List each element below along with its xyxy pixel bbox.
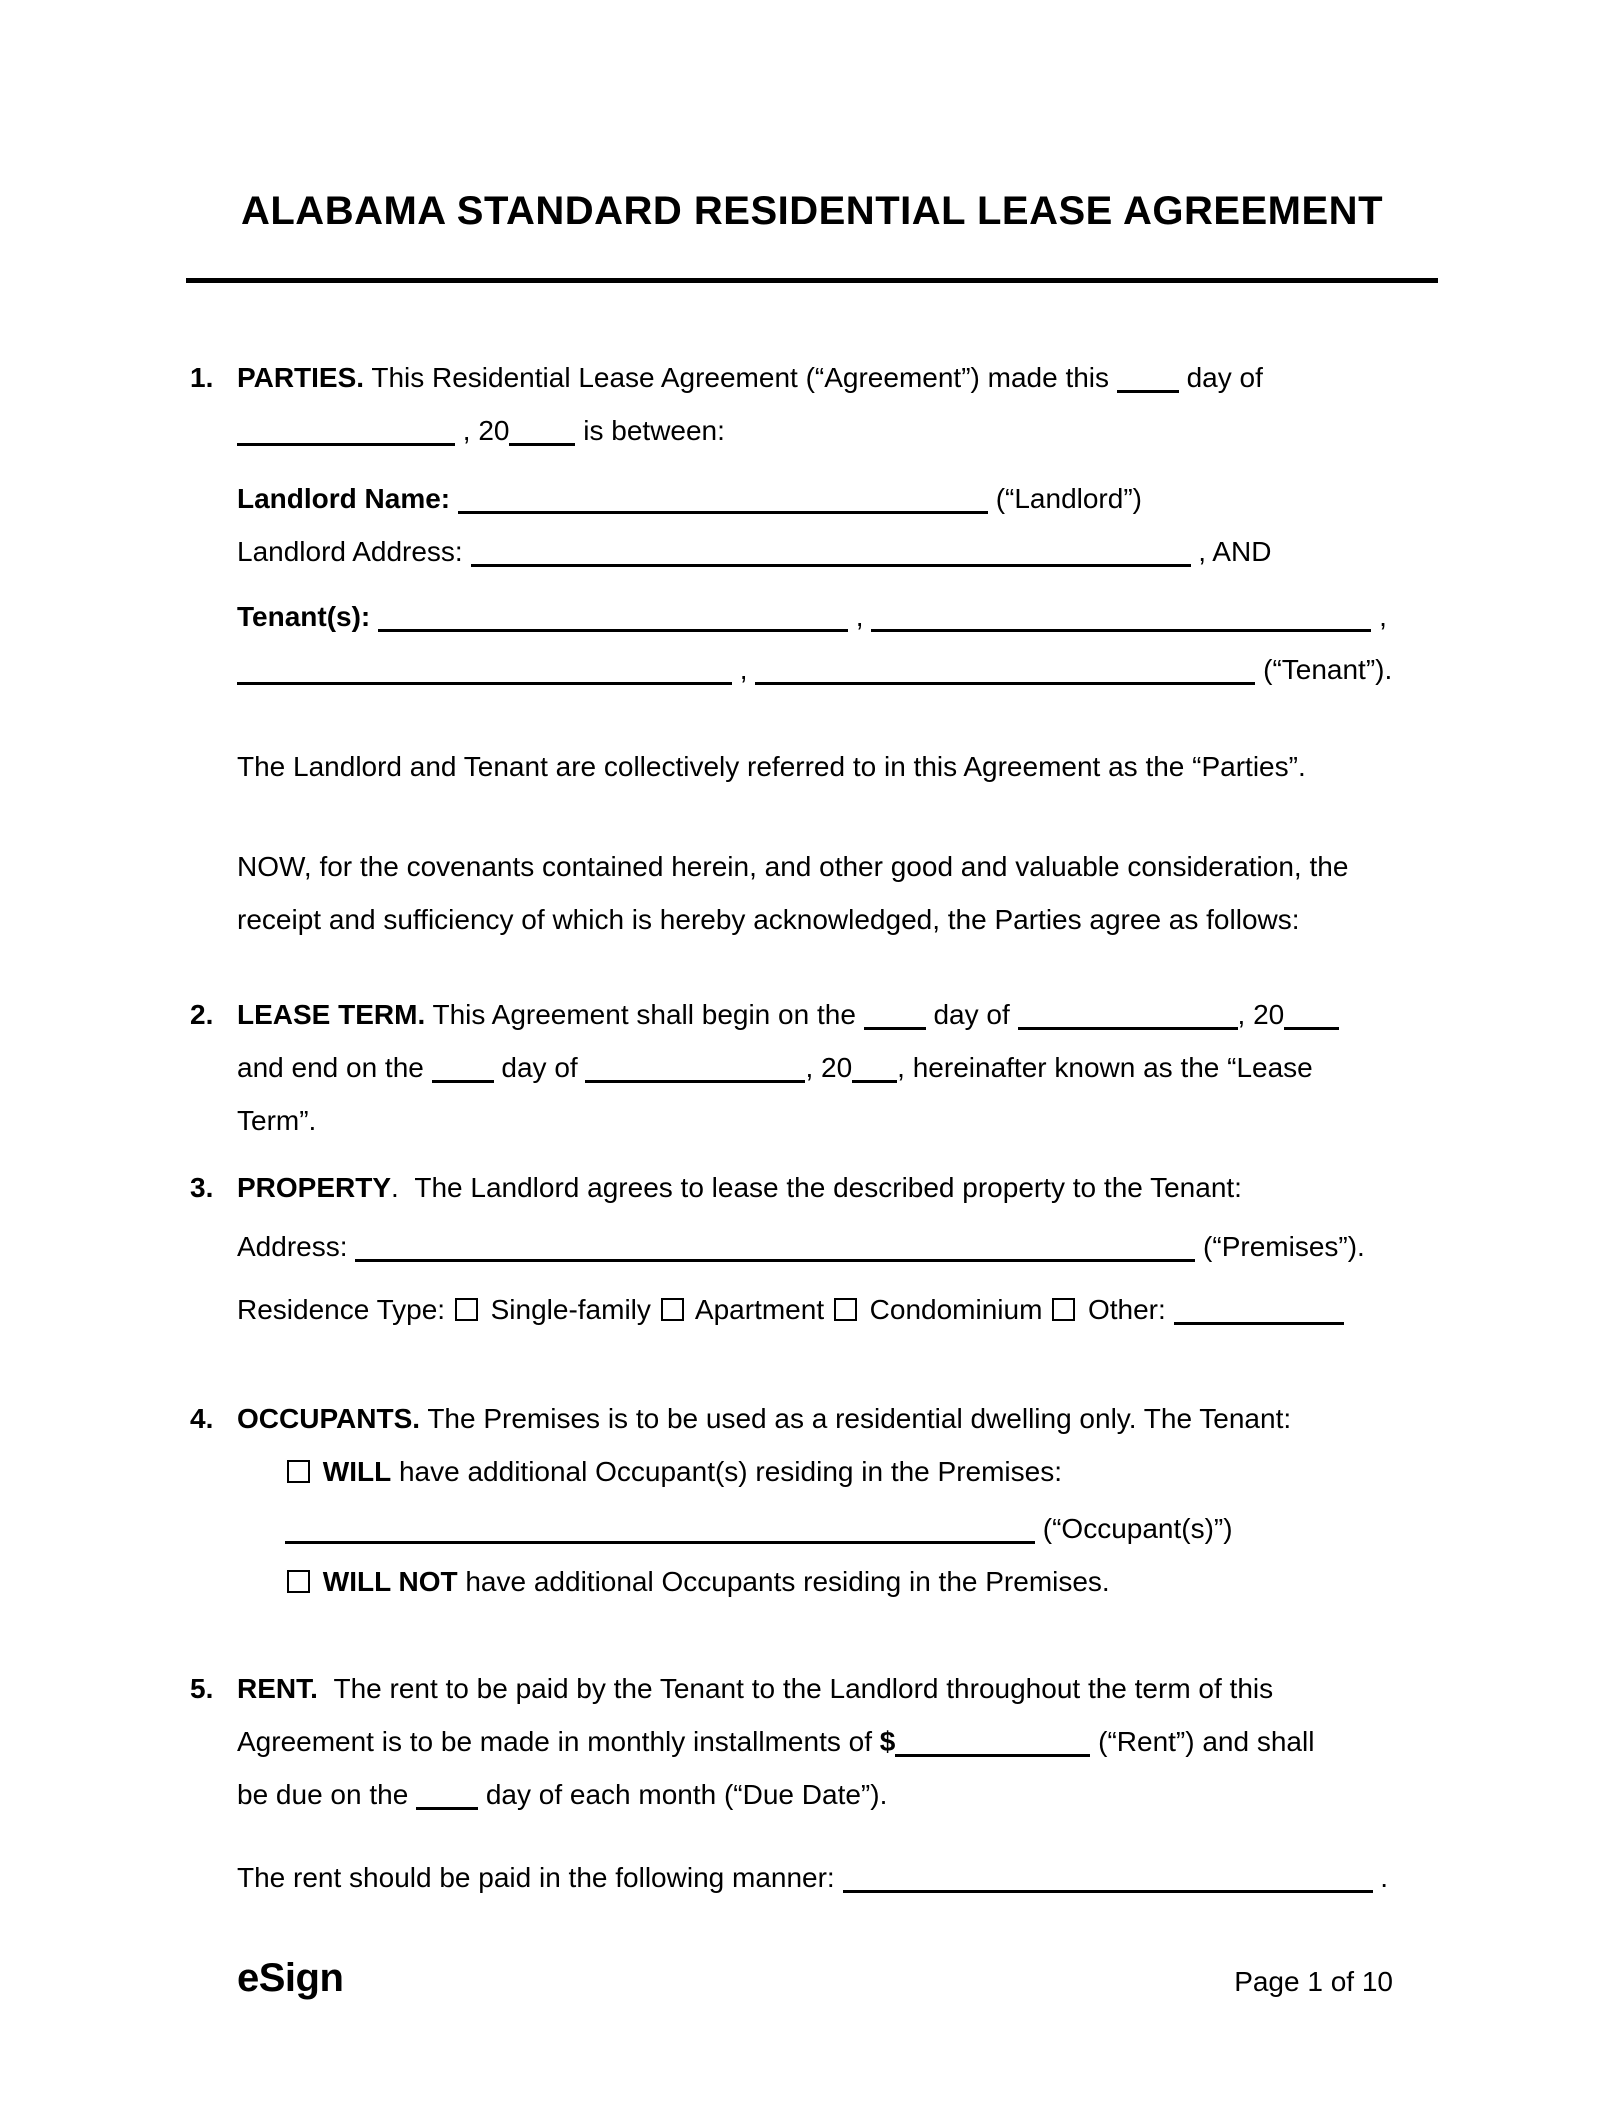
text: be due on the: [237, 1779, 417, 1810]
checkbox[interactable]: [1052, 1298, 1075, 1321]
text: ,: [1371, 601, 1387, 632]
checkbox[interactable]: [287, 1570, 310, 1593]
form-line: [237, 1283, 1474, 1336]
bold-text: PARTIES.: [237, 362, 365, 393]
bold-text: RENT.: [237, 1673, 318, 1704]
text: NOW, for the covenants contained herein, and other good and valuable consideration, the: [237, 851, 1349, 882]
bold-text: Landlord Name:: [237, 483, 458, 514]
text: Condominium: [861, 1294, 1051, 1325]
text: , 20: [1237, 999, 1285, 1030]
text: Agreement is to be made in monthly installments of: [237, 1726, 880, 1757]
spacer: [190, 1147, 1474, 1161]
text: ,: [732, 654, 756, 685]
text: day of: [493, 1052, 586, 1083]
blank-field[interactable]: [1284, 1020, 1339, 1030]
bold-text: LEASE TERM.: [237, 999, 426, 1030]
page-footer: [237, 1956, 1393, 2001]
spacer: [190, 578, 1474, 590]
text: Single-family: [482, 1294, 659, 1325]
text: , AND: [1190, 536, 1272, 567]
section-number: 1.: [190, 362, 214, 393]
esign-logo: eSign: [237, 1956, 344, 2000]
checkbox[interactable]: [834, 1298, 857, 1321]
blank-field[interactable]: [509, 436, 575, 446]
blank-field[interactable]: [852, 1073, 897, 1083]
spacer: [190, 457, 1474, 472]
spacer: [190, 1336, 1474, 1392]
text: day of: [1178, 362, 1263, 393]
form-line: [237, 643, 1474, 696]
text: day of each month (“Due Date”).: [478, 1779, 888, 1810]
spacer: [190, 1821, 1474, 1851]
form-line: [237, 1555, 1474, 1608]
blank-field[interactable]: [1174, 1315, 1344, 1325]
blank-field[interactable]: [355, 1252, 1195, 1262]
form-line: [237, 472, 1474, 525]
blank-field[interactable]: [895, 1747, 1090, 1757]
section-line: [190, 1161, 1474, 1214]
spacer: [190, 696, 1474, 740]
page-title: ALABAMA STANDARD RESIDENTIAL LEASE AGREEMENT: [240, 189, 1384, 233]
form-line: [237, 840, 1474, 893]
text: This Residential Lease Agreement (“Agreement”) made this: [364, 362, 1117, 393]
bold-text: PROPERTY: [237, 1172, 392, 1203]
blank-field[interactable]: [1117, 383, 1179, 393]
text: The Premises is to be used as a residential dwelling only. The Tenant:: [420, 1403, 1292, 1434]
text: This Agreement shall begin on the: [425, 999, 864, 1030]
checkbox[interactable]: [661, 1298, 684, 1321]
text: Other:: [1080, 1294, 1174, 1325]
blank-field[interactable]: [378, 622, 848, 632]
text: (“Landlord”): [987, 483, 1142, 514]
blank-field[interactable]: [1018, 1020, 1238, 1030]
form-line: [237, 893, 1474, 946]
checkbox[interactable]: [287, 1460, 310, 1483]
form-line: [237, 404, 1474, 457]
form-line: [237, 1445, 1474, 1498]
text: .: [1372, 1862, 1389, 1893]
bold-text: WILL NOT: [322, 1566, 458, 1597]
section-number: 5.: [190, 1673, 214, 1704]
text: The Landlord and Tenant are collectively referred to in this Agreement as the “Parties”.: [237, 751, 1306, 782]
text: and end on the: [237, 1052, 432, 1083]
section-line: [190, 1392, 1474, 1445]
spacer: [190, 1608, 1474, 1662]
checkbox[interactable]: [455, 1298, 478, 1321]
bold-text: WILL: [322, 1456, 392, 1487]
title-divider: [186, 278, 1438, 283]
section-line: [190, 988, 1474, 1041]
form-line: [237, 1502, 1474, 1555]
text: , 20: [805, 1052, 853, 1083]
blank-field[interactable]: [237, 675, 732, 685]
text: have additional Occupants residing in the Premises.: [457, 1566, 1110, 1597]
form-line: [237, 1041, 1474, 1094]
form-line: [237, 1094, 1474, 1147]
blank-field[interactable]: [432, 1073, 494, 1083]
text: (“Occupant(s)”): [1035, 1513, 1233, 1544]
section-number: 3.: [190, 1172, 214, 1203]
section-number: 4.: [190, 1403, 214, 1434]
text: receipt and sufficiency of which is hereby acknowledged, the Parties agree as follows:: [237, 904, 1300, 935]
text: Residence Type:: [237, 1294, 453, 1325]
spacer: [190, 793, 1474, 840]
text: The rent to be paid by the Tenant to the Landlord throughout the term of this: [317, 1673, 1274, 1704]
text: , hereinafter known as the “Lease: [897, 1052, 1313, 1083]
text: Address:: [237, 1231, 356, 1262]
form-line: [237, 590, 1474, 643]
bold-text: OCCUPANTS.: [237, 1403, 421, 1434]
blank-field[interactable]: [285, 1534, 1035, 1544]
blank-field[interactable]: [755, 675, 1255, 685]
text: (“Tenant”).: [1255, 654, 1393, 685]
text: , 20: [455, 415, 510, 446]
blank-field[interactable]: [843, 1883, 1373, 1893]
text: (“Rent”) and shall: [1090, 1726, 1315, 1757]
text: The rent should be paid in the following manner:: [237, 1862, 843, 1893]
bold-text: $: [879, 1726, 896, 1757]
text: Apartment: [688, 1294, 832, 1325]
page-number: Page 1 of 10: [1234, 1966, 1393, 1997]
blank-field[interactable]: [864, 1020, 926, 1030]
spacer: [190, 1273, 1474, 1283]
form-line: [237, 1851, 1474, 1904]
text: . The Landlord agrees to lease the described property to the Tenant:: [391, 1172, 1242, 1203]
text: [315, 1456, 323, 1487]
blank-field[interactable]: [237, 436, 455, 446]
text: Term”.: [237, 1105, 317, 1136]
text: day of: [925, 999, 1018, 1030]
blank-field[interactable]: [416, 1800, 478, 1810]
form-line: [237, 1715, 1474, 1768]
text: ,: [848, 601, 872, 632]
form-line: [237, 1220, 1474, 1273]
blank-field[interactable]: [585, 1073, 805, 1083]
blank-field[interactable]: [458, 504, 988, 514]
text: have additional Occupant(s) residing in the Premises:: [391, 1456, 1062, 1487]
section-line: [190, 351, 1474, 404]
section-line: [190, 1662, 1474, 1715]
blank-field[interactable]: [471, 557, 1191, 567]
form-line: [237, 740, 1474, 793]
text: (“Premises”).: [1195, 1231, 1365, 1262]
form-line: [237, 1768, 1474, 1821]
form-line: [237, 525, 1474, 578]
section-number: 2.: [190, 999, 214, 1030]
spacer: [190, 946, 1474, 988]
text: Landlord Address:: [237, 536, 471, 567]
document-body: [0, 351, 1624, 1904]
blank-field[interactable]: [871, 622, 1371, 632]
text: is between:: [575, 415, 725, 446]
bold-text: Tenant(s):: [237, 601, 379, 632]
text: [315, 1566, 323, 1597]
